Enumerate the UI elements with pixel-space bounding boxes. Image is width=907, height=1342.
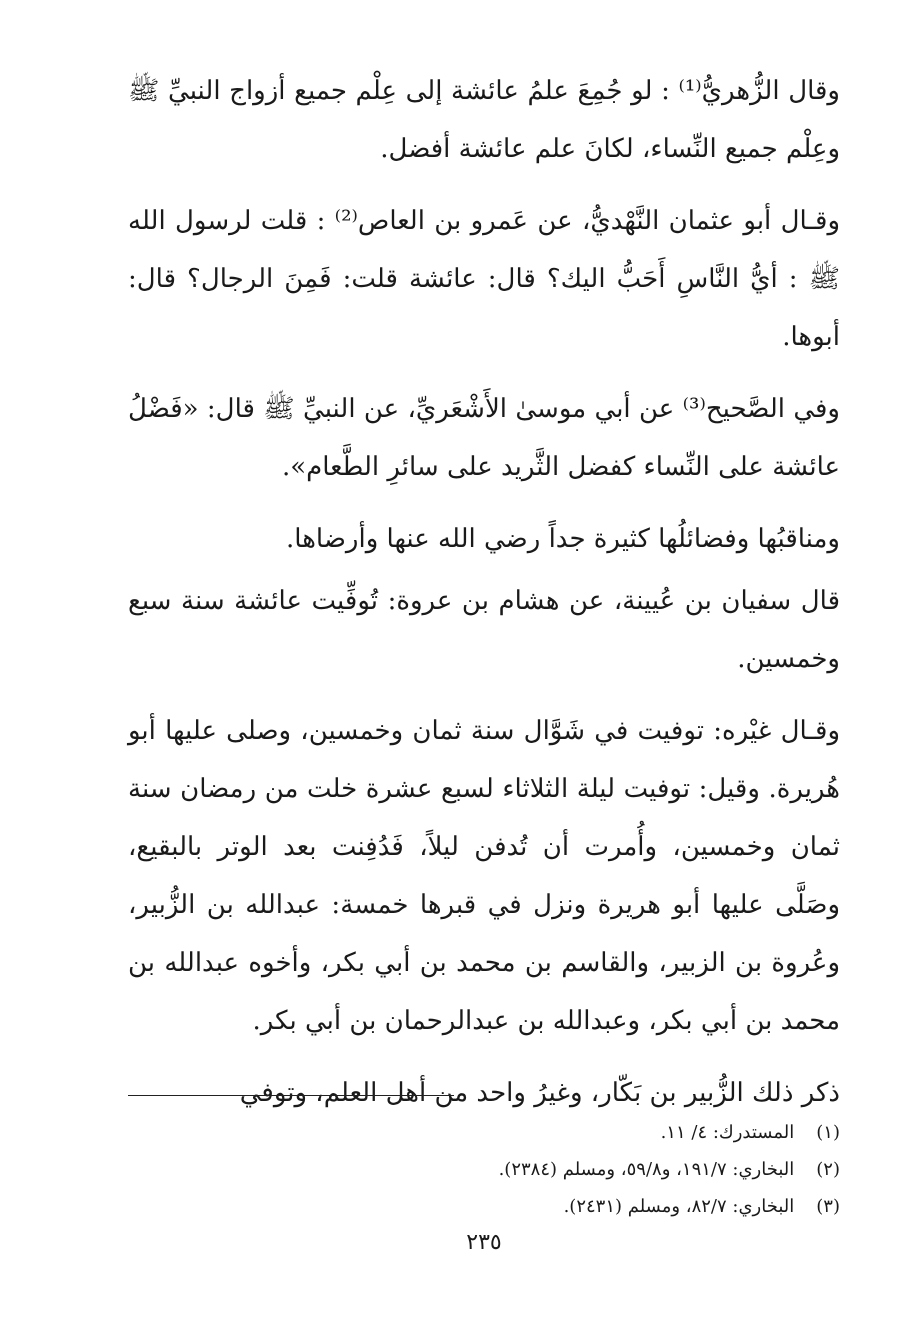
paragraph-virtues: ومناقبُها وفضائلُها كثيرة جداً رضي الله عنها وأرضاها. [286, 524, 840, 554]
footnote-number: (٣) [816, 1196, 840, 1217]
footnote-number: (٢) [816, 1159, 840, 1180]
footnote-text: البخاري: ١٩١/٧، و٥٩/٨، ومسلم (٢٣٨٤). [498, 1159, 795, 1180]
paragraph-zuhri: وقال الزُّهريُّ⁽¹⁾ : لو جُمِعَ علمُ عائشة إلى عِلْم جميع أزواج النبيِّ ﷺ وعِلْم جميع النِّساء، لكانَ علم عائشة أفضل. [128, 76, 840, 164]
footnote-number: (١) [816, 1122, 840, 1143]
paragraph-zubayr-ibn-bakkar: ذكر ذلك الزُّبير بن بَكّار، وغيرُ واحد من أهل العلم، وتوفي [239, 1078, 840, 1108]
footnote-2 [128, 1151, 840, 1188]
page-number: ٢٣٥ [466, 1230, 502, 1255]
footnote-text: المستدرك: ٤/ ١١. [660, 1122, 795, 1143]
footnote-text: البخاري: ٨٢/٧، ومسلم (٢٤٣١). [563, 1196, 795, 1217]
paragraph-sufyan: قال سفيان بن عُيينة، عن هشام بن عروة: تُوفِّيت عائشة سنة سبع وخمسين. [128, 586, 840, 674]
footnote-1 [128, 1114, 840, 1151]
footnote-divider [128, 1095, 454, 1096]
paragraph-death-details: وقـال غيْره: توفيت في شَوَّال سنة ثمان وخمسين، وصلى عليها أبو هُريرة. وقيل: توفيت ليلة الثلاثاء لسبع عشرة خلت من رمضان سنة ثمان وخمسين، وأُمرت أن تُدفن ليلاً، فَدُفِنت بعد الوتر بالبقيع، وصَلَّى عليها أبو هريرة ونزل في قبرها خمسة: عبدالله بن الزُّبير، وعُروة بن الزبير، والقاسم بن محمد بن أبي بكر، وأخوه عبدالله بن محمد بن أبي بكر، وعبدالله بن عبدالرحمان بن أبي بكر. [128, 716, 840, 1036]
paragraph-amr-ibn-al-as: وقـال أبو عثمان النَّهْديُّ، عن عَمرو بن العاص⁽²⁾ : قلت لرسول الله ﷺ : أيُّ النَّاسِ أَحَبُّ اليك؟ قال: عائشة قلت: فَمِنَ الرجال؟ قال: أبوها. [128, 206, 841, 352]
paragraph-sahih-hadith: وفي الصَّحيح⁽³⁾ عن أبي موسىٰ الأَشْعَريِّ، عن النبيِّ ﷺ قال: «فَضْلُ عائشة على النِّساء كفضل الثَّريد على سائرِ الطَّعام». [128, 394, 840, 482]
footnotes [128, 1114, 840, 1225]
footnote-3 [128, 1188, 840, 1225]
page-body [128, 62, 840, 1312]
